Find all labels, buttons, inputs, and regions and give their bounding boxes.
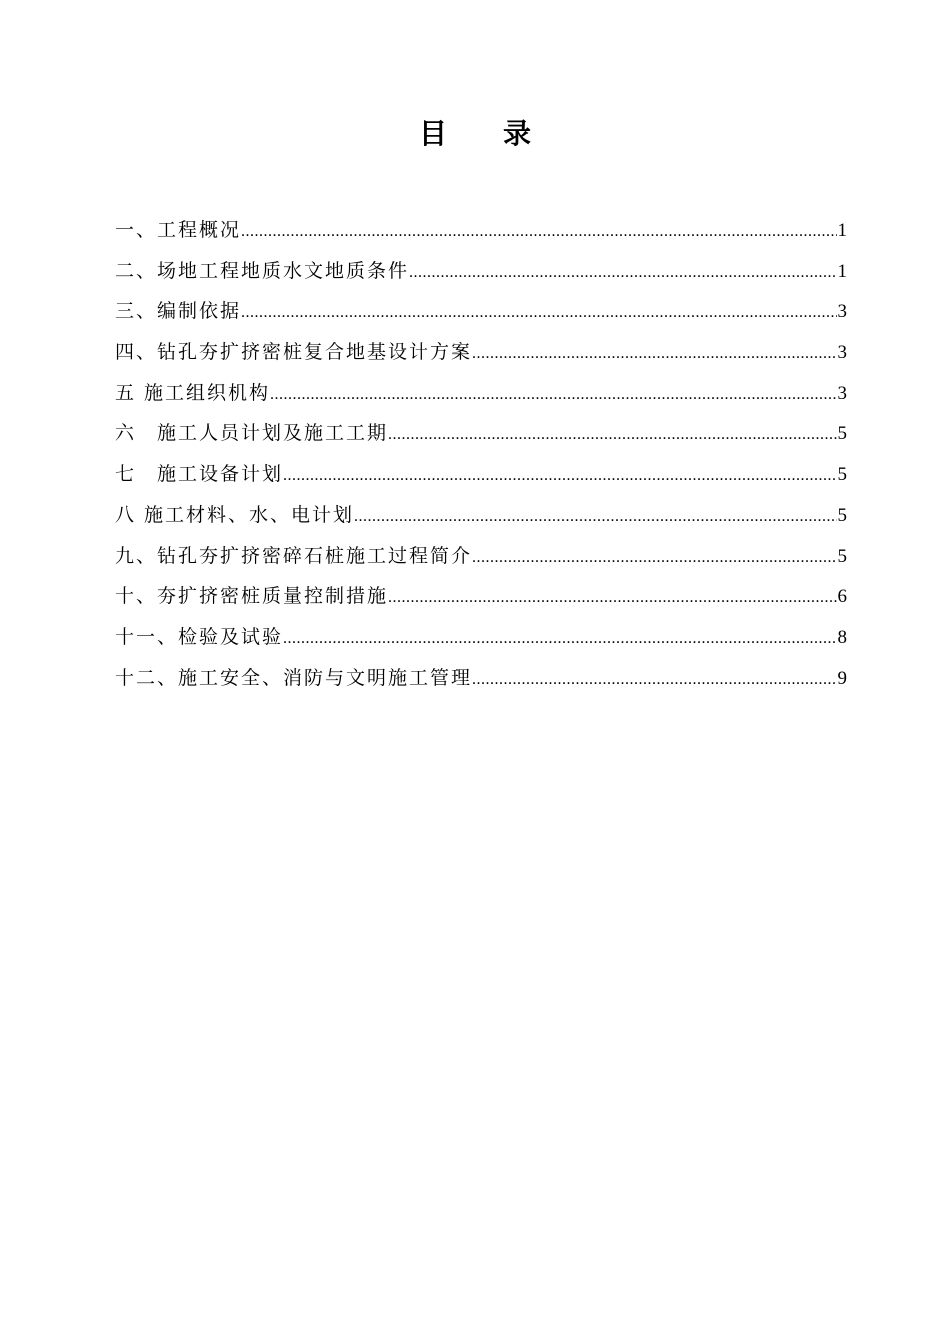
toc-title: 目 录 <box>418 117 531 150</box>
toc-entry[interactable] <box>115 536 847 577</box>
toc-entry[interactable] <box>115 291 847 332</box>
toc-page-number: 5 <box>837 504 847 526</box>
toc-page-number: 3 <box>837 382 847 404</box>
toc-entry[interactable] <box>115 658 847 699</box>
toc-dot-leader <box>283 619 836 659</box>
toc-dot-leader <box>472 334 836 374</box>
toc-entry-text: 七 施工设备计划 <box>115 463 284 486</box>
toc-entry[interactable] <box>115 251 847 292</box>
toc-entry[interactable] <box>115 617 847 658</box>
toc-page-number: 5 <box>837 545 847 567</box>
toc-dot-leader <box>241 293 836 333</box>
toc-page-number: 6 <box>837 586 847 608</box>
toc-list <box>115 210 847 698</box>
toc-entry-text: 六 施工人员计划及施工工期 <box>115 422 389 445</box>
toc-dot-leader <box>472 660 836 700</box>
toc-page-number: 1 <box>837 220 847 241</box>
toc-entry[interactable] <box>115 332 847 373</box>
toc-page-number: 3 <box>837 342 847 364</box>
toc-entry-text: 十二、施工安全、消防与文明施工管理 <box>115 666 473 689</box>
toc-entry-text: 九、钻孔夯扩挤密碎石桩施工过程简介 <box>115 544 473 567</box>
toc-entry-text: 一、工程概况 <box>115 219 242 241</box>
toc-entry[interactable] <box>115 210 847 251</box>
toc-entry-text: 三、编制依据 <box>115 300 242 323</box>
toc-entry-text: 十、夯扩挤密桩质量控制措施 <box>115 585 389 608</box>
toc-dot-leader <box>283 456 836 496</box>
toc-entry-text: 五 施工组织机构 <box>115 381 271 404</box>
toc-page-number: 5 <box>837 423 847 445</box>
toc-dot-leader <box>472 538 836 578</box>
toc-entry-text: 八 施工材料、水、电计划 <box>115 503 355 526</box>
toc-page-number: 1 <box>837 260 847 282</box>
toc-entry[interactable] <box>115 576 847 617</box>
toc-entry[interactable] <box>115 413 847 454</box>
toc-page-number: 5 <box>837 464 847 486</box>
toc-page-number: 9 <box>837 667 847 689</box>
toc-entry-text: 十一、检验及试验 <box>115 625 284 648</box>
toc-dot-leader <box>388 578 836 618</box>
toc-dot-leader <box>409 253 836 293</box>
toc-entry[interactable] <box>115 454 847 495</box>
toc-entry[interactable] <box>115 373 847 414</box>
toc-dot-leader <box>270 375 836 415</box>
toc-page-number: 3 <box>837 301 847 323</box>
toc-entry-text: 二、场地工程地质水文地质条件 <box>115 259 410 282</box>
toc-page-number: 8 <box>837 626 847 648</box>
toc-dot-leader <box>354 497 836 537</box>
toc-dot-leader <box>241 212 836 252</box>
toc-entry-text: 四、钻孔夯扩挤密桩复合地基设计方案 <box>115 341 473 364</box>
toc-entry[interactable] <box>115 495 847 536</box>
toc-dot-leader <box>388 415 836 455</box>
